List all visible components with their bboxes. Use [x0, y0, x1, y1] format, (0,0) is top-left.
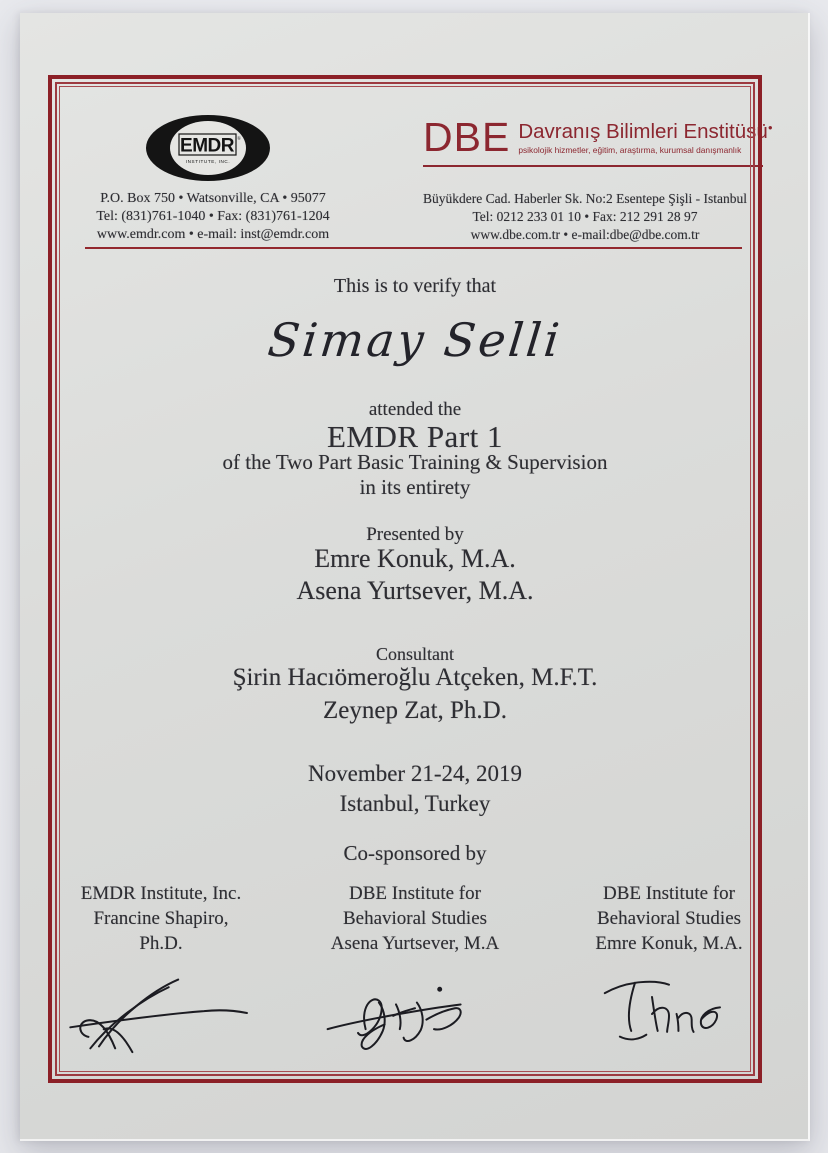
sponsor3-line1: DBE Institute for — [603, 883, 735, 904]
certificate-border — [48, 75, 762, 1083]
dbe-address-line3: www.dbe.com.tr • e-mail:dbe@dbe.com.tr — [470, 227, 700, 242]
presenter-2: Asena Yurtsever, M.A. — [296, 576, 534, 605]
consultant-1: Şirin Hacıömeroğlu Atçeken, M.F.T. — [232, 664, 598, 691]
sponsor1-line3: Ph.D. — [139, 933, 183, 954]
dbe-address-line2: Tel: 0212 233 01 10 • Fax: 212 291 28 97 — [472, 209, 698, 224]
course-subtitle-1: of the Two Part Basic Training & Supervision — [222, 450, 608, 474]
dbe-address-line1: Büyükdere Cad. Haberler Sk. No:2 Esentepe Şişli - Istanbul — [423, 191, 747, 206]
sponsor3-line2: Behavioral Studies — [596, 908, 742, 929]
sponsor1-line2: Francine Shapiro, — [93, 908, 229, 929]
course-subtitle-2: in its entirety — [359, 475, 471, 499]
dbe-logo-mark: ● — [767, 123, 773, 132]
cosponsored-label: Co-sponsored by — [343, 841, 487, 865]
sponsor2-line2: Behavioral Studies — [342, 908, 488, 929]
consultant-2: Zeynep Zat, Ph.D. — [323, 697, 507, 724]
certificate-page — [20, 13, 810, 1141]
dbe-logo-name: Davranış Bilimleri Enstitüsü● — [518, 119, 773, 143]
course-title: EMDR Part 1 — [327, 419, 503, 454]
emdr-logo-subtext: INSTITUTE, INC. — [185, 159, 231, 164]
dbe-logo-tagline: psikolojik hizmetler, eğitim, araştırma, kurumsal danışmanlık — [518, 144, 742, 155]
emdr-address-line3: www.emdr.com • e-mail: inst@emdr.com — [96, 227, 330, 242]
dbe-logo-abbr: DBE — [423, 114, 511, 160]
event-location: Istanbul, Turkey — [339, 791, 491, 816]
sponsor1-line1: EMDR Institute, Inc. — [80, 883, 242, 904]
emdr-address-line1: P.O. Box 750 • Watsonville, CA • 95077 — [100, 191, 326, 206]
sponsor2-line3: Asena Yurtsever, M.A — [330, 933, 500, 954]
event-date: November 21-24, 2019 — [308, 761, 522, 786]
sponsor3-line3: Emre Konuk, M.A. — [595, 933, 743, 954]
sponsor2-line1: DBE Institute for — [349, 883, 481, 904]
emdr-logo-text: EMDR — [180, 135, 234, 157]
emdr-address-line2: Tel: (831)761-1040 • Fax: (831)761-1204 — [96, 209, 330, 224]
recipient-name: Simay Selli — [265, 313, 565, 367]
presented-by-label: Presented by — [366, 524, 464, 545]
verify-text: This is to verify that — [333, 275, 497, 297]
consultant-label: Consultant — [375, 644, 454, 664]
attended-label: attended the — [368, 399, 462, 420]
emdr-logo-reg: ® — [237, 137, 241, 142]
presenter-1: Emre Konuk, M.A. — [314, 544, 516, 573]
